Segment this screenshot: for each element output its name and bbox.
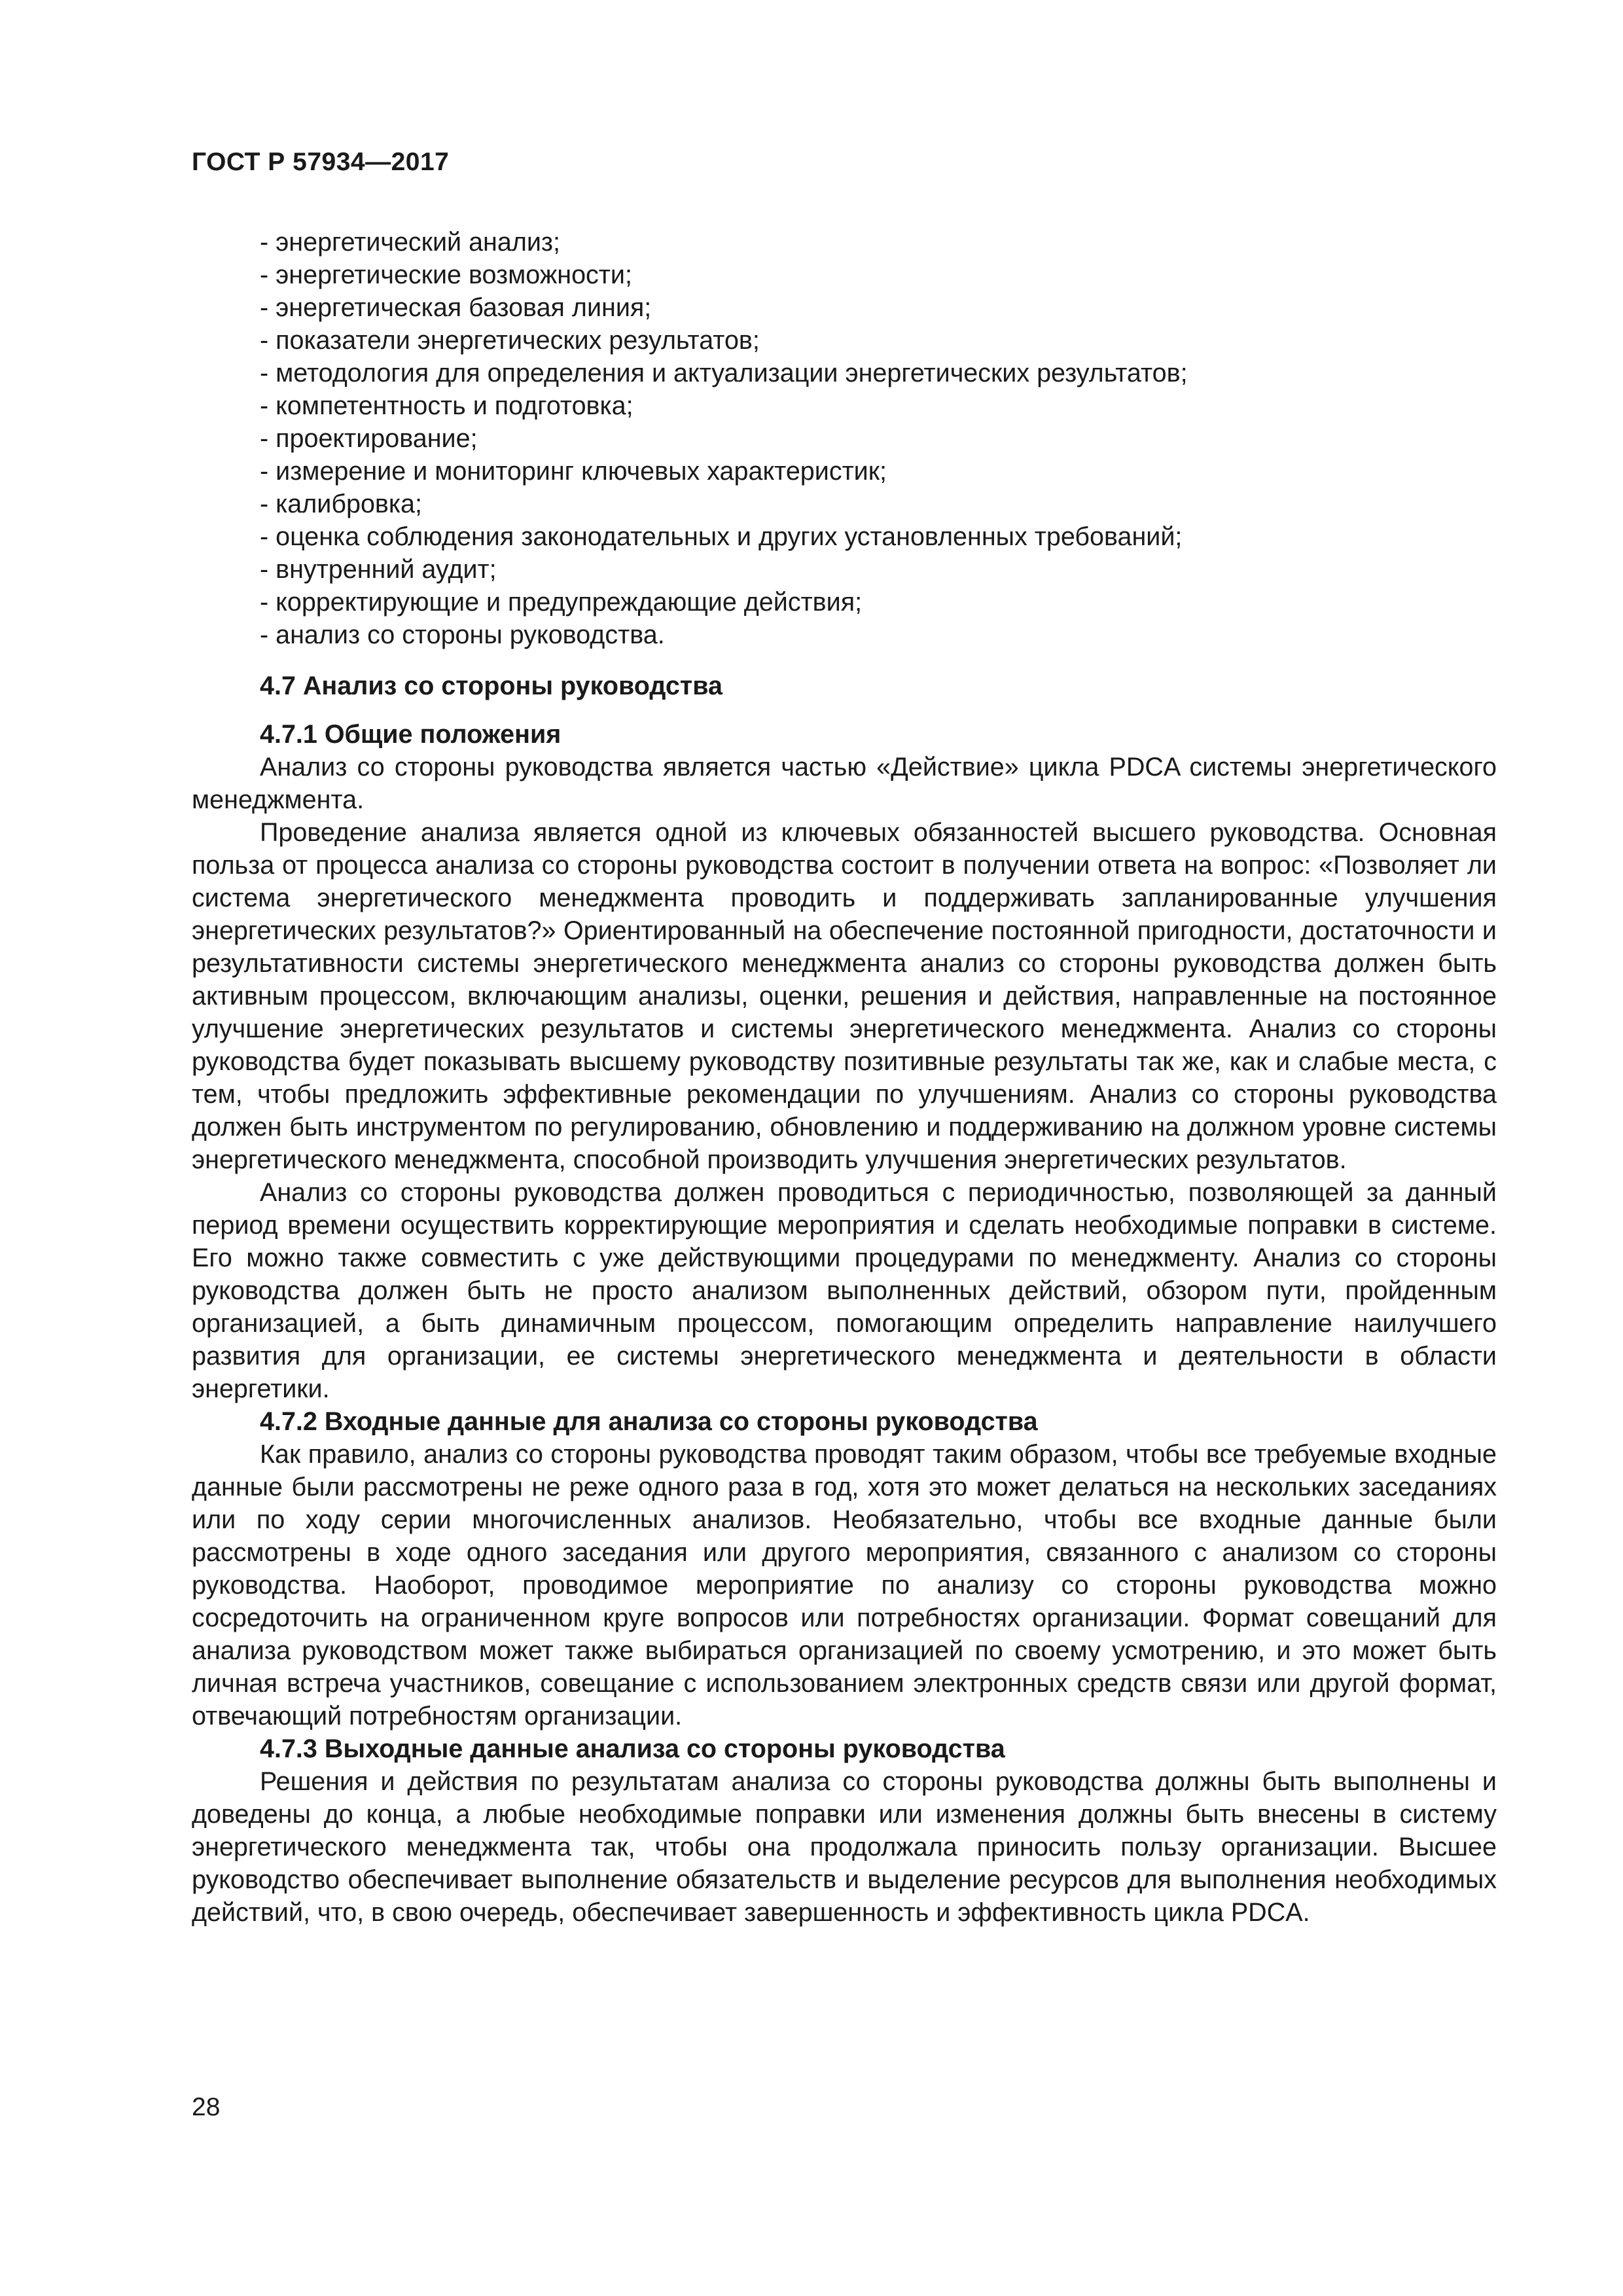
- document-header: ГОСТ Р 57934—2017: [192, 148, 450, 176]
- page-number: 28: [192, 2093, 221, 2121]
- list-item: - корректирующие и предупреждающие действия;: [260, 588, 863, 617]
- list-item: - проектирование;: [260, 424, 478, 453]
- list-item: - оценка соблюдения законодательных и других установленных требований;: [260, 522, 1183, 551]
- list-item: - анализ со стороны руководства.: [260, 620, 665, 649]
- section-heading-4-7: 4.7 Анализ со стороны руководства: [260, 672, 722, 700]
- list-item: - методология для определения и актуализации энергетических результатов;: [260, 359, 1188, 387]
- paragraph: Анализ со стороны руководства является частью «Действие» цикла PDCA системы энергетического менеджмента.: [192, 753, 1497, 814]
- topic-list: [192, 226, 1497, 651]
- list-item: - калибровка;: [260, 490, 422, 518]
- list-item: - энергетические возможности;: [260, 260, 632, 289]
- paragraph: Анализ со стороны руководства должен проводиться с периодичностью, позволяющей за данный период времени осуществить корректирующие мероприятия и сделать необходимые поправки в системе. Его можно также совместить с уже действующими процедурами по менеджменту. Анализ со стороны руководства должен быть не просто анализом выполненных действий, обзором пути, пройденным организацией, а быть динамичным процессом, помогающим определить направление наилучшего развития для организации, ее системы энергетического менеджмента и деятельности в области энергетики.: [192, 1178, 1497, 1403]
- paragraph: Как правило, анализ со стороны руководства проводят таким образом, чтобы все требуемые входные данные были рассмотрены не реже одного раза в год, хотя это может делаться на нескольких заседаниях или по ходу серии многочисленных анализов. Необязательно, чтобы все входные данные были рассмотрены в ходе одного заседания или другого мероприятия, связанного с анализом со стороны руководства. Наоборот, проводимое мероприятие по анализу со стороны руководства можно сосредоточить на ограниченном круге вопросов или потребностях организации. Формат совещаний для анализа руководством может также выбираться организацией по своему усмотрению, и это может быть личная встреча участников, совещание с использованием электронных средств связи или другой формат, отвечающий потребностям организации.: [192, 1440, 1497, 1731]
- list-item: - компетентность и подготовка;: [260, 391, 633, 420]
- list-item: - энергетический анализ;: [260, 228, 561, 257]
- list-item: - измерение и мониторинг ключевых характеристик;: [260, 457, 887, 486]
- subsection-heading-4-7-1: 4.7.1 Общие положения: [260, 720, 562, 749]
- list-item: - энергетическая базовая линия;: [260, 293, 652, 322]
- subsection-heading-4-7-2: 4.7.2 Входные данные для анализа со стороны руководства: [260, 1407, 1038, 1436]
- list-item: - внутренний аудит;: [260, 555, 497, 584]
- list-item: - показатели энергетических результатов;: [260, 326, 760, 355]
- paragraph: Решения и действия по результатам анализа со стороны руководства должны быть выполнены и доведены до конца, а любые необходимые поправки или изменения должны быть внесены в систему энергетического менеджмента так, чтобы она продолжала приносить пользу организации. Высшее руководство обеспечивает выполнение обязательств и выделение ресурсов для выполнения необходимых действий, что, в свою очередь, обеспечивает завершенность и эффективность цикла PDCA.: [192, 1767, 1497, 1927]
- subsection-heading-4-7-3: 4.7.3 Выходные данные анализа со стороны руководства: [260, 1734, 1005, 1763]
- page-content: [192, 226, 1497, 1929]
- paragraph: Проведение анализа является одной из ключевых обязанностей высшего руководства. Основная польза от процесса анализа со стороны руководства состоит в получении ответа на вопрос: «Позволяет ли система энергетического менеджмента проводить и поддерживать запланированные улучшения энергетических результатов?» Ориентированный на обеспечение постоянной пригодности, достаточности и результативности системы энергетического менеджмента анализ со стороны руководства должен быть активным процессом, включающим анализы, оценки, решения и действия, направленные на постоянное улучшение энергетических результатов и системы энергетического менеджмента. Анализ со стороны руководства будет показывать высшему руководству позитивные результаты так же, как и слабые места, с тем, чтобы предложить эффективные рекомендации по улучшениям. Анализ со стороны руководства должен быть инструментом по регулированию, обновлению и поддерживанию на должном уровне системы энергетического менеджмента, способной производить улучшения энергетических результатов.: [192, 818, 1497, 1174]
